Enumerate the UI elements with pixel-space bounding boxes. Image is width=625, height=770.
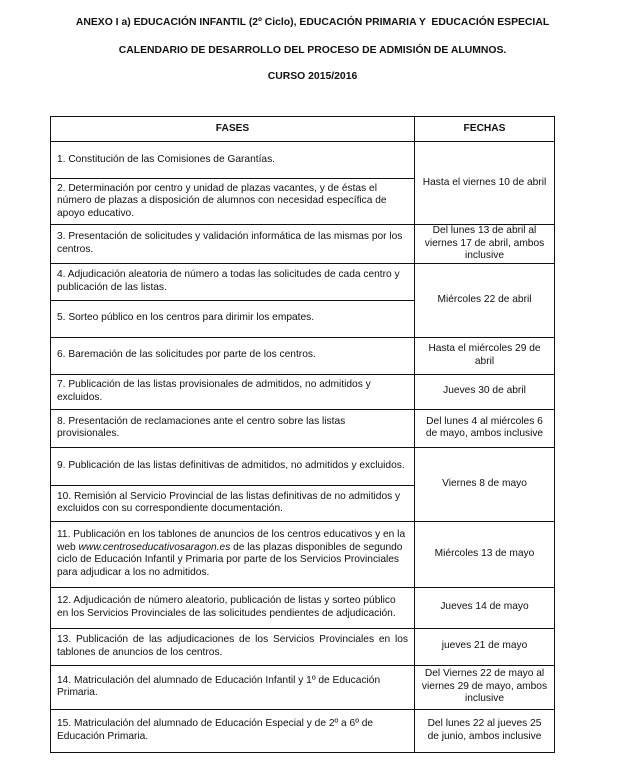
calendar-title: CALENDARIO DE DESARROLLO DEL PROCESO DE ADMISIÓN DE ALUMNOS. bbox=[118, 45, 507, 56]
table-row bbox=[51, 587, 555, 628]
table-row bbox=[51, 447, 555, 485]
course-title: CURSO 2015/2016 bbox=[267, 71, 358, 82]
table-row bbox=[51, 263, 555, 300]
column-header-fechas: FECHAS bbox=[415, 117, 555, 142]
fase-text: de las plazas disponibles de segundo ciclo de Educación Infantil y Primaria por parte de los Servicios Provinciales para adjudicar a los no admitidos. bbox=[57, 541, 403, 578]
fecha-cell: Jueves 14 de mayo bbox=[415, 587, 555, 628]
table-row bbox=[51, 337, 555, 374]
table-row bbox=[51, 709, 555, 752]
table-row bbox=[51, 409, 555, 447]
fecha-cell: Del lunes 13 de abril al viernes 17 de abril, ambos inclusive bbox=[415, 225, 555, 264]
fecha-cell: Del lunes 4 al miércoles 6 de mayo, ambos inclusive bbox=[415, 409, 555, 447]
fase-cell: 6. Baremación de las solicitudes por parte de los centros. bbox=[51, 337, 415, 374]
fase-text: 11. Publicación en los tablones de anuncios de los centros educativos y en la web bbox=[57, 529, 406, 553]
fase-cell: 9. Publicación de las listas definitivas de admitidos, no admitidos y excluidos. bbox=[51, 447, 415, 485]
annex-title: ANEXO I a) EDUCACIÓN INFANTIL (2º Ciclo), EDUCACIÓN PRIMARIA Y EDUCACIÓN ESPECIAL bbox=[75, 17, 550, 28]
fase-cell: 4. Adjudicación aleatoria de número a todas las solicitudes de cada centro y publicación de las listas. bbox=[51, 263, 415, 300]
table-header-row bbox=[51, 117, 555, 142]
fase-cell bbox=[51, 521, 415, 587]
fecha-cell: Miércoles 22 de abril bbox=[415, 263, 555, 337]
table-row bbox=[51, 665, 555, 709]
fase-cell: 8. Presentación de reclamaciones ante el centro sobre las listas provisionales. bbox=[51, 409, 415, 447]
table-row bbox=[51, 142, 555, 179]
fecha-cell: Hasta el viernes 10 de abril bbox=[415, 142, 555, 225]
website-link[interactable]: www.centroseducativosaragon.es bbox=[78, 541, 231, 553]
fase-cell: 14. Matriculación del alumnado de Educación Infantil y 1º de Educación Primaria. bbox=[51, 665, 415, 709]
fecha-cell: Del lunes 22 al jueves 25 de junio, ambos inclusive bbox=[415, 709, 555, 752]
fase-cell: 15. Matriculación del alumnado de Educación Especial y de 2º a 6º de Educación Primaria. bbox=[51, 709, 415, 752]
column-header-fases: FASES bbox=[51, 117, 415, 142]
fecha-cell: Hasta el miércoles 29 de abril bbox=[415, 337, 555, 374]
fase-cell: 2. Determinación por centro y unidad de plazas vacantes, y de éstas el número de plazas a disposición de alumnos con necesidad específica de apoyo educativo. bbox=[51, 179, 415, 225]
table-row bbox=[51, 374, 555, 409]
fase-cell: 10. Remisión al Servicio Provincial de las listas definitivas de no admitidos y excluidos con su correspondiente documentación. bbox=[51, 485, 415, 521]
table-row bbox=[51, 628, 555, 665]
fecha-cell: Viernes 8 de mayo bbox=[415, 447, 555, 521]
fase-cell: 3. Presentación de solicitudes y validación informática de las mismas por los centros. bbox=[51, 225, 415, 264]
fase-cell: 5. Sorteo público en los centros para dirimir los empates. bbox=[51, 300, 415, 337]
fase-cell: 1. Constitución de las Comisiones de Garantías. bbox=[51, 142, 415, 179]
table-row bbox=[51, 225, 555, 264]
fecha-cell: Miércoles 13 de mayo bbox=[415, 521, 555, 587]
fase-cell: 7. Publicación de las listas provisionales de admitidos, no admitidos y excluidos. bbox=[51, 374, 415, 409]
fase-cell: 12. Adjudicación de número aleatorio, publicación de listas y sorteo público en los Servicios Provinciales de las solicitudes pendientes de adjudicación. bbox=[51, 587, 415, 628]
admission-calendar-table bbox=[50, 116, 555, 753]
fase-cell: 13. Publicación de las adjudicaciones de los Servicios Provinciales en los tablones de anuncios de los centros. bbox=[51, 628, 415, 665]
fecha-cell: jueves 21 de mayo bbox=[415, 628, 555, 665]
fecha-cell: Del Viernes 22 de mayo al viernes 29 de mayo, ambos inclusive bbox=[415, 665, 555, 709]
table-row bbox=[51, 521, 555, 587]
fecha-cell: Jueves 30 de abril bbox=[415, 374, 555, 409]
